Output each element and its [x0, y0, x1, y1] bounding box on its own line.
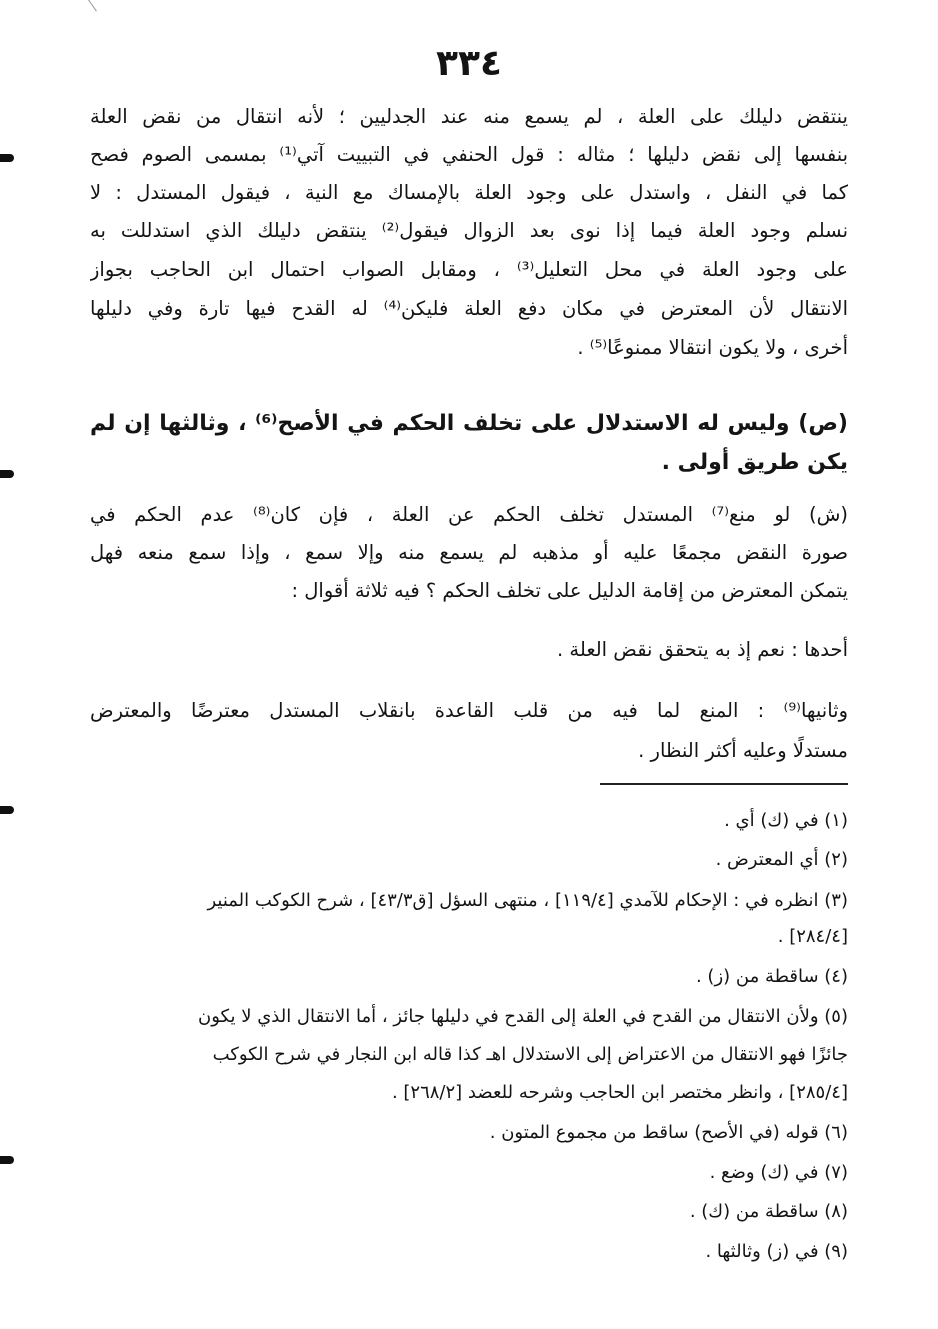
page-number: ٣٣٤: [436, 43, 502, 84]
body-line: بنفسها إلى نقض دليلها ؛ مثاله : قول الحنفي في التبييت آتي⁽¹⁾ بمسمى الصوم فصح: [90, 143, 848, 166]
binding-hole-mark: [0, 154, 14, 162]
second-opinion-line: وثانيها⁽⁹⁾ : المنع لما فيه من قلب القاعدة بانقلاب المستدل معترضًا والمعترض: [90, 699, 848, 722]
footnote-line: جائزًا فهو الانتقال من الاعتراض إلى الاستدلال اهـ كذا قاله ابن النجار في شرح الكوكب: [212, 1044, 848, 1065]
footnote-line: (٥) ولأن الانتقال من القدح في العلة إلى القدح في دليلها جائز ، أما الانتقال الذي لا يكون: [198, 1006, 848, 1027]
footnote-separator: [600, 783, 848, 785]
body-line: نسلم وجود العلة فيما إذا نوى بعد الزوال فيقول⁽²⁾ ينتقض دليلك الذي استدللت به: [90, 219, 848, 242]
sharh-line: يتمكن المعترض من إقامة الدليل على تخلف الحكم ؟ فيه ثلاثة أقوال :: [291, 579, 848, 602]
footnote-line: (٤) ساقطة من (ز) .: [695, 966, 848, 987]
footnote-line: [٢٨٤/٤] .: [777, 926, 848, 947]
footnote-line: (٧) في (ك) وضع .: [709, 1162, 848, 1183]
body-line: أخرى ، ولا يكون انتقالا ممنوعًا⁽⁵⁾ .: [577, 336, 848, 359]
sharh-line: صورة النقض مجمعًا عليه أو مذهبه لم يسمع منه وإلا سمع ، وإذا سمع منعه فهل: [90, 541, 848, 564]
body-line: الانتقال لأن المعترض في مكان دفع العلة فليكن⁽⁴⁾ له القدح فيها تارة وفي دليلها: [90, 297, 848, 320]
footnote-line: (٦) قوله (في الأصح) ساقط من مجموع المتون .: [489, 1122, 848, 1143]
body-line: كما في النفل ، واستدل على وجود العلة بالإمساك مع النية ، فيقول المستدل : لا: [90, 181, 848, 204]
matn-line: (ص) وليس له الاستدلال على تخلف الحكم في الأصح⁽⁶⁾ ، وثالثها إن لم: [90, 411, 848, 436]
footnote-line: (٨) ساقطة من (ك) .: [689, 1201, 848, 1222]
binding-hole-mark: [0, 806, 14, 814]
binding-hole-mark: [0, 1156, 14, 1164]
matn-line: يكن طريق أولى .: [661, 450, 848, 475]
scan-scratch-mark: [88, 0, 108, 11]
footnote-line: (٢) أي المعترض .: [715, 849, 848, 870]
footnote-line: (٩) في (ز) وثالثها .: [705, 1241, 848, 1262]
sharh-line: (ش) لو منع⁽⁷⁾ المستدل تخلف الحكم عن العلة ، فإن كان⁽⁸⁾ عدم الحكم في: [90, 503, 848, 526]
body-line: ينتقض دليلك على العلة ، لم يسمع منه عند الجدليين ؛ لأنه انتقال من نقض العلة: [90, 105, 848, 128]
footnote-line: [٢٨٥/٤] ، وانظر مختصر ابن الحاجب وشرحه للعضد [٢٦٨/٢] .: [391, 1082, 848, 1103]
footnote-line: (١) في (ك) أي .: [724, 810, 848, 831]
binding-hole-mark: [0, 470, 14, 478]
body-line: على وجود العلة في محل التعليل⁽³⁾ ، ومقابل الصواب احتمال ابن الحاجب بجواز: [90, 258, 848, 281]
footnote-line: (٣) انظره في : الإحكام للآمدي [١١٩/٤] ، منتهى السؤل [ق٤٣/٣] ، شرح الكوكب المنير: [207, 890, 848, 911]
second-opinion-line: مستدلًا وعليه أكثر النظار .: [638, 739, 848, 762]
first-opinion-line: أحدها : نعم إذ به يتحقق نقض العلة .: [557, 638, 848, 661]
